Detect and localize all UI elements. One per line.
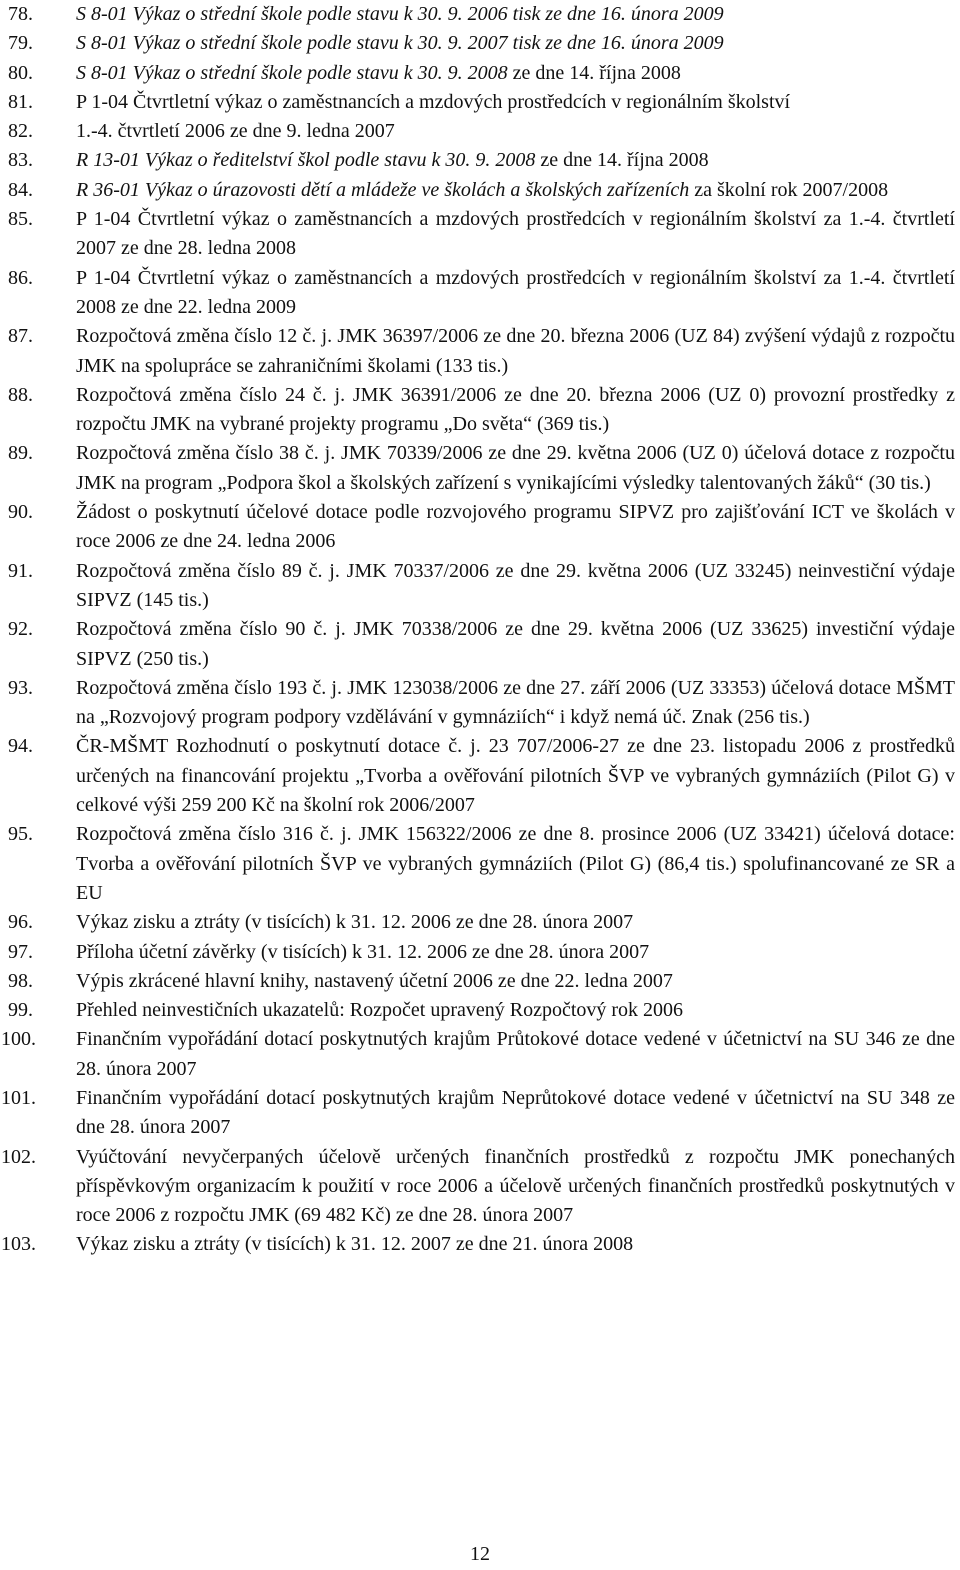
item-number: 90. [8,501,33,524]
item-text: ČR-MŠMT Rozhodnutí o poskytnutí dotace č. j. 23 707/2006-27 ze dne 23. listopadu 2006 z prostředků určených na financování projektu „Tvorba a ověřování pilotních ŠVP ve vybraných gymnáziích (Pilot G) v celkové výši 259 200 Kč na školní rok 2006/2007 [76,735,955,817]
item-text: P 1-04 Čtvrtletní výkaz o zaměstnancích a mzdových prostředcích v regionálním školství [76,90,791,113]
item-number: 81. [8,90,33,113]
list-item-87 [0,322,960,381]
item-number: 98. [8,969,33,992]
item-number: 99. [8,999,33,1022]
list-item-86 [0,264,960,323]
item-number: 92. [8,618,33,641]
list-item-82 [0,117,960,146]
item-number: 82. [8,120,33,143]
list-item-90 [0,498,960,557]
list-item-89 [0,439,960,498]
list-item-103 [0,1230,960,1259]
item-text-regular: ze dne 14. října 2008 [535,149,709,172]
list-item-94 [0,732,960,820]
list-item-102 [0,1143,960,1231]
page-number: 12 [470,1543,490,1565]
list-item-99 [0,996,960,1025]
list-item-98 [0,967,960,996]
item-number: 80. [8,61,33,84]
item-number: 96. [8,911,33,934]
item-text-regular: za školní rok 2007/2008 [689,178,889,201]
list-item-84 [0,176,960,205]
item-text: P 1-04 Čtvrtletní výkaz o zaměstnancích a mzdových prostředcích v regionálním školství za 1.-4. čtvrtletí 2008 ze dne 22. ledna 2009 [76,266,955,318]
item-text: Rozpočtová změna číslo 12 č. j. JMK 36397/2006 ze dne 20. března 2006 (UZ 84) zvýšení výdajů z rozpočtu JMK na spolupráce se zahraničními školami (133 tis.) [76,325,955,377]
item-text: Finančním vypořádání dotací poskytnutých krajům Neprůtokové dotace vedené v účetnictví na SU 348 ze dne 28. února 2007 [76,1086,955,1139]
item-text: Žádost o poskytnutí účelové dotace podle rozvojového programu SIPVZ pro zajišťování ICT ve školách v roce 2006 ze dne 24. ledna 2006 [76,501,955,553]
list-item-83 [0,146,960,175]
item-number: 89. [8,442,33,465]
item-text-regular: ze dne 14. října 2008 [507,61,681,84]
list-item-80 [0,59,960,88]
item-text: P 1-04 Čtvrtletní výkaz o zaměstnancích a mzdových prostředcích v regionálním školství za 1.-4. čtvrtletí 2007 ze dne 28. ledna 2008 [76,208,955,260]
item-number: 100. [1,1028,36,1051]
item-text [76,176,955,205]
item-number: 88. [8,383,33,406]
list-item-93 [0,674,960,733]
list-item-96 [0,908,960,937]
list-item-101 [0,1084,960,1143]
item-number: 85. [8,208,33,231]
item-text-italic: S 8-01 Výkaz o střední škole podle stavu k 30. 9. 2008 [76,61,508,84]
list-item-97 [0,938,960,967]
item-text-italic: R 36-01 Výkaz o úrazovosti dětí a mládeže ve školách a školských zařízeních [76,178,690,201]
item-number: 86. [8,266,33,289]
item-number: 83. [8,149,33,172]
item-number: 94. [8,735,33,758]
item-number: 101. [1,1086,36,1109]
item-number: 95. [8,823,33,846]
item-text: Rozpočtová změna číslo 38 č. j. JMK 70339/2006 ze dne 29. května 2006 (UZ 0) účelová dotace z rozpočtu JMK na program „Podpora škol a školských zařízení s vynikajícími výsledky talentovaných žáků“ (30 tis.) [76,442,955,494]
item-text: Výkaz zisku a ztráty (v tisících) k 31. 12. 2006 ze dne 28. února 2007 [76,911,634,934]
list-item-78 [0,0,960,29]
item-number: 91. [8,559,33,582]
item-text: S 8-01 Výkaz o střední škole podle stavu k 30. 9. 2006 tisk ze dne 16. února 2009 [76,3,724,25]
item-text: Rozpočtová změna číslo 316 č. j. JMK 156322/2006 ze dne 8. prosince 2006 (UZ 33421) účelová dotace: Tvorba a ověřování pilotních ŠVP ve vybraných gymnáziích (Pilot G) (86,4 tis.) spolufinancované ze SR a EU [76,823,955,904]
list-item-91 [0,557,960,616]
item-number: 97. [8,940,33,963]
item-number: 102. [1,1145,36,1168]
item-text: Výpis zkrácené hlavní knihy, nastavený účetní 2006 ze dne 22. ledna 2007 [76,969,673,992]
list-item-85 [0,205,960,264]
list-item-92 [0,615,960,674]
item-text [76,146,955,175]
list-item-95 [0,820,960,908]
item-text [76,59,955,88]
item-number: 79. [8,32,33,55]
list-item-88 [0,381,960,440]
item-text: Rozpočtová změna číslo 90 č. j. JMK 70338/2006 ze dne 29. května 2006 (UZ 33625) investiční výdaje SIPVZ (250 tis.) [76,618,955,670]
item-text: Vyúčtování nevyčerpaných účelově určených finančních prostředků z rozpočtu JMK ponechaných příspěvkovým organizacím k použití v roce 2006 a účelově určených finančních prostředků poskytnutých v roce 2006 z rozpočtu JMK (69 482 Kč) ze dne 28. února 2007 [76,1145,955,1227]
list-item-81 [0,88,960,117]
item-text: Rozpočtová změna číslo 89 č. j. JMK 70337/2006 ze dne 29. května 2006 (UZ 33245) neinvestiční výdaje SIPVZ (145 tis.) [76,559,955,611]
item-text: Přehled neinvestičních ukazatelů: Rozpočet upravený Rozpočtový rok 2006 [76,999,684,1022]
item-number: 78. [8,3,33,25]
list-item-100 [0,1025,960,1084]
item-text: Příloha účetní závěrky (v tisících) k 31. 12. 2006 ze dne 28. února 2007 [76,940,650,963]
item-text: S 8-01 Výkaz o střední škole podle stavu k 30. 9. 2007 tisk ze dne 16. února 2009 [76,32,724,55]
item-number: 93. [8,676,33,699]
item-text: Rozpočtová změna číslo 24 č. j. JMK 36391/2006 ze dne 20. března 2006 (UZ 0) provozní prostředky z rozpočtu JMK na vybrané projekty programu „Do světa“ (369 tis.) [76,383,955,436]
item-number: 87. [8,325,33,348]
item-text: Finančním vypořádání dotací poskytnutých krajům Průtokové dotace vedené v účetnictví na SU 346 ze dne 28. února 2007 [76,1028,955,1080]
item-number: 84. [8,178,33,201]
item-text: Rozpočtová změna číslo 193 č. j. JMK 123038/2006 ze dne 27. září 2006 (UZ 33353) účelová dotace MŠMT na „Rozvojový program podpory vzdělávání v gymnáziích“ i když nemá úč. Znak (256 tis.) [76,676,955,729]
item-text-italic: R 13-01 Výkaz o ředitelství škol podle stavu k 30. 9. 2008 [76,149,536,172]
item-number: 103. [1,1233,36,1256]
item-text: 1.-4. čtvrtletí 2006 ze dne 9. ledna 2007 [76,120,395,143]
item-text: Výkaz zisku a ztráty (v tisících) k 31. 12. 2007 ze dne 21. února 2008 [76,1233,634,1256]
list-item-79 [0,29,960,58]
